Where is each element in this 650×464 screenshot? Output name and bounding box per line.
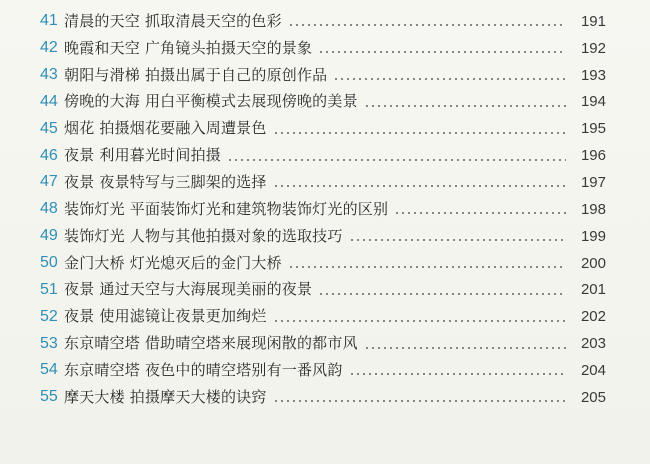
toc-entry-page-number: 194 xyxy=(580,93,606,111)
toc-entry-title: 夜景 夜景特写与三脚架的选择 xyxy=(64,172,267,191)
toc-entry-page-number: 191 xyxy=(580,12,606,30)
toc-entry-page-number: 195 xyxy=(580,120,606,138)
toc-entry[interactable] xyxy=(40,35,606,62)
toc-entry-number: 52 xyxy=(40,307,58,325)
toc-entry-title: 金门大桥 灯光熄灭后的金门大桥 xyxy=(64,253,282,272)
toc-entry-title: 装饰灯光 平面装饰灯光和建筑物装饰灯光的区别 xyxy=(64,199,389,218)
dot-leader xyxy=(349,239,566,241)
toc-entry-number: 43 xyxy=(40,66,58,84)
dot-leader xyxy=(273,132,566,134)
toc-entry[interactable] xyxy=(40,384,606,411)
toc-entry-number: 41 xyxy=(40,12,58,30)
dot-leader xyxy=(273,320,566,322)
toc-entry-number: 46 xyxy=(40,146,58,164)
dot-leader xyxy=(273,400,566,402)
dot-leader xyxy=(227,159,566,161)
dot-leader xyxy=(349,373,566,375)
toc-entry-number: 55 xyxy=(40,388,58,406)
toc-entry-page-number: 204 xyxy=(580,361,606,379)
toc-entry-title: 烟花 拍摄烟花要融入周遭景色 xyxy=(64,119,267,138)
toc-entry-number: 49 xyxy=(40,227,58,245)
toc-entry-page-number: 202 xyxy=(580,308,606,326)
toc-entry[interactable] xyxy=(40,89,606,116)
toc-entry[interactable] xyxy=(40,357,606,384)
toc-entry-title: 夜景 通过天空与大海展现美丽的夜景 xyxy=(64,280,313,299)
toc-entry-number: 42 xyxy=(40,39,58,57)
dot-leader xyxy=(318,51,566,53)
toc-entry[interactable] xyxy=(40,276,606,303)
toc-entry-number: 47 xyxy=(40,173,58,191)
toc-entry-title: 清晨的天空 抓取清晨天空的色彩 xyxy=(64,11,282,30)
toc-entry[interactable] xyxy=(40,250,606,277)
toc-entry-page-number: 192 xyxy=(580,39,606,57)
toc-entry-title: 傍晚的大海 用白平衡模式去展现傍晚的美景 xyxy=(64,92,358,111)
toc-entry[interactable] xyxy=(40,223,606,250)
dot-leader xyxy=(318,293,566,295)
toc-entry[interactable] xyxy=(40,8,606,35)
toc-entry[interactable] xyxy=(40,169,606,196)
toc-entry-page-number: 205 xyxy=(580,388,606,406)
toc-entry-number: 51 xyxy=(40,280,58,298)
toc-entry-number: 53 xyxy=(40,334,58,352)
toc-entry-number: 54 xyxy=(40,361,58,379)
dot-leader xyxy=(333,78,566,80)
toc-entry[interactable] xyxy=(40,115,606,142)
toc-entry-title: 夜景 利用暮光时间拍摄 xyxy=(64,146,221,165)
toc-entry[interactable] xyxy=(40,62,606,89)
toc-entry-page-number: 201 xyxy=(580,281,606,299)
toc-entry[interactable] xyxy=(40,196,606,223)
toc-entry-page-number: 197 xyxy=(580,173,606,191)
toc-entry-title: 夜景 使用滤镜让夜景更加绚烂 xyxy=(64,307,267,326)
toc-entry-page-number: 198 xyxy=(580,200,606,218)
toc-entry-number: 45 xyxy=(40,119,58,137)
dot-leader xyxy=(364,347,566,349)
toc-entry-page-number: 200 xyxy=(580,254,606,272)
toc-entry-title: 东京晴空塔 借助晴空塔来展现闲散的都市风 xyxy=(64,334,358,353)
toc-entry[interactable] xyxy=(40,142,606,169)
toc-entry-title: 东京晴空塔 夜色中的晴空塔别有一番风韵 xyxy=(64,360,343,379)
toc-entry-page-number: 196 xyxy=(580,147,606,165)
toc-entry-title: 装饰灯光 人物与其他拍摄对象的选取技巧 xyxy=(64,226,343,245)
toc-entry-number: 44 xyxy=(40,92,58,110)
dot-leader xyxy=(394,212,566,214)
toc-entry-page-number: 193 xyxy=(580,66,606,84)
toc-entry-title: 摩天大楼 拍摄摩天大楼的诀窍 xyxy=(64,387,267,406)
toc-entry-page-number: 203 xyxy=(580,335,606,353)
dot-leader xyxy=(288,24,566,26)
toc-entry-number: 48 xyxy=(40,200,58,218)
dot-leader xyxy=(273,185,566,187)
toc-entry-title: 朝阳与滑梯 拍摄出属于自己的原创作品 xyxy=(64,65,328,84)
toc-entry-title: 晚霞和天空 广角镜头拍摄天空的景象 xyxy=(64,38,313,57)
toc-entry[interactable] xyxy=(40,303,606,330)
dot-leader xyxy=(364,105,566,107)
dot-leader xyxy=(288,266,566,268)
toc-entry-number: 50 xyxy=(40,254,58,272)
toc-entry[interactable] xyxy=(40,330,606,357)
toc-entry-page-number: 199 xyxy=(580,227,606,245)
table-of-contents xyxy=(40,8,606,411)
